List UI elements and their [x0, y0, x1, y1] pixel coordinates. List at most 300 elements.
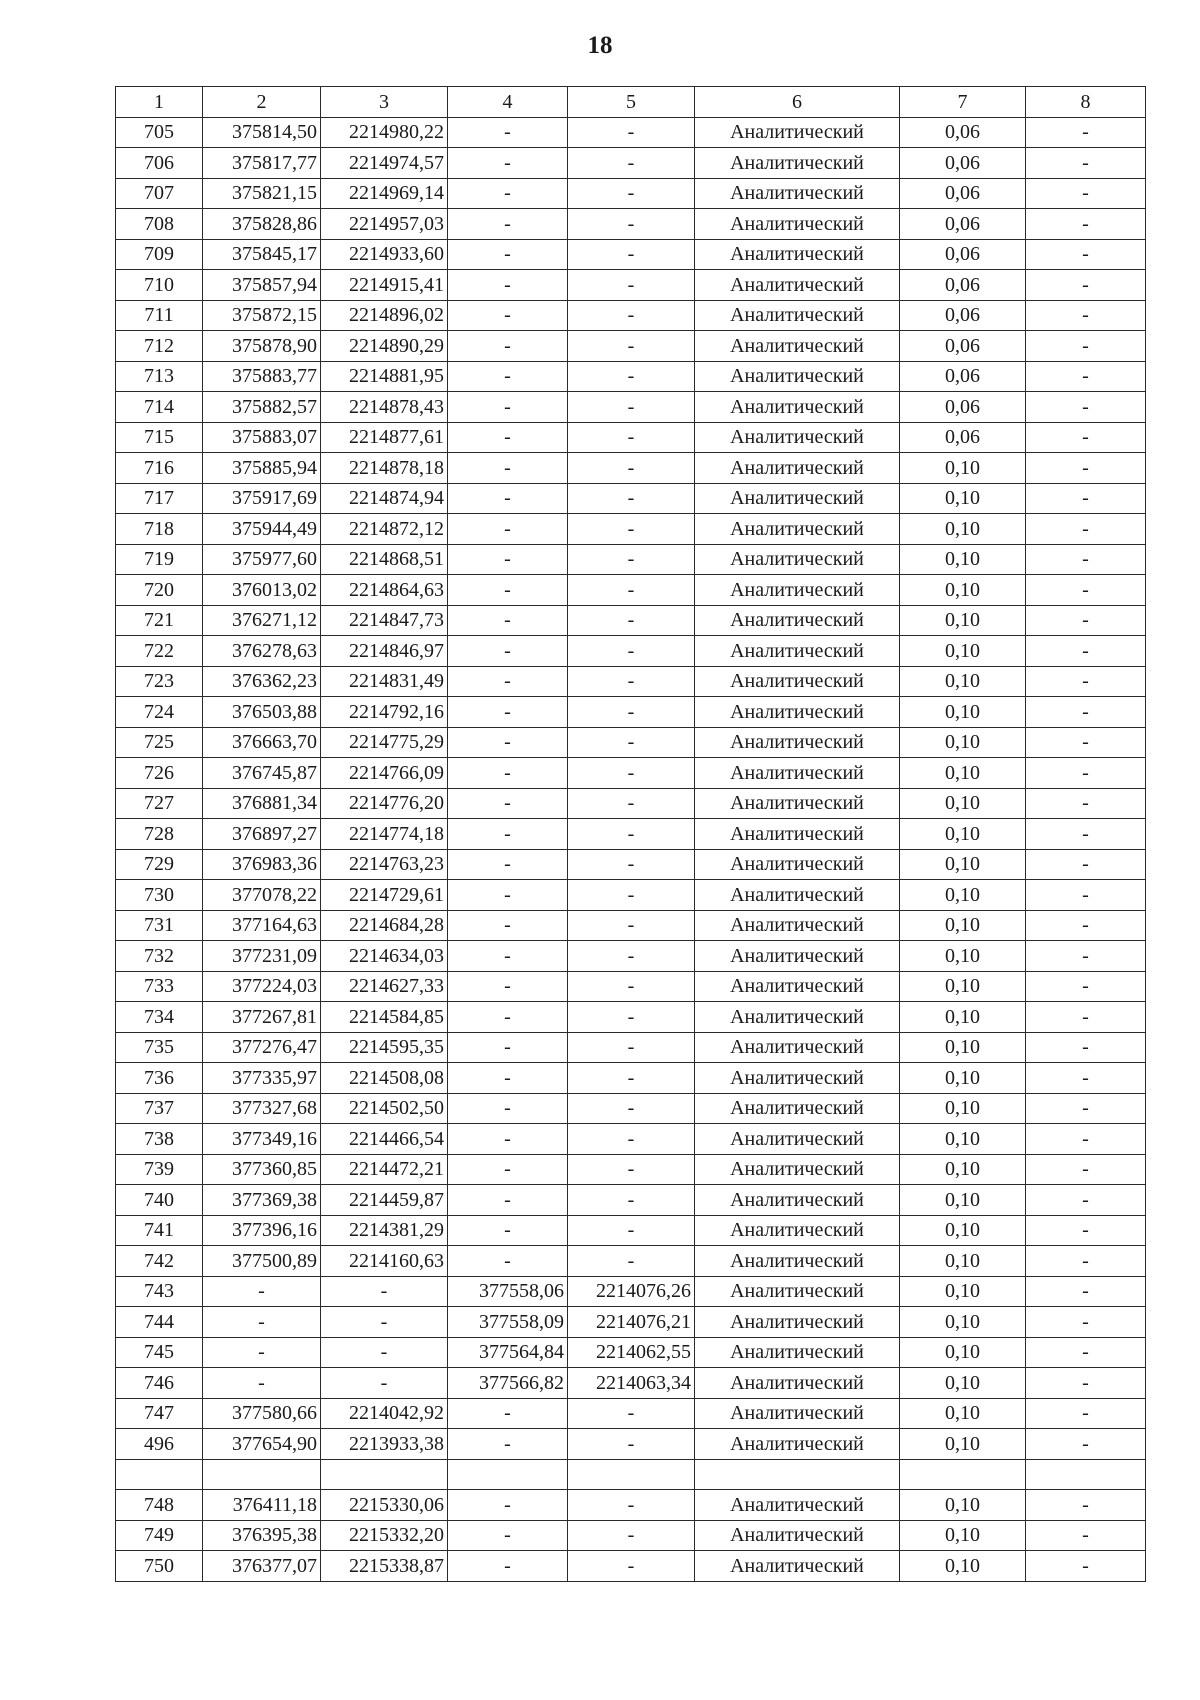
point-number-cell: 708 — [116, 209, 203, 240]
x-coordinate-new-cell — [448, 1459, 568, 1490]
column-number-4: 4 — [448, 87, 568, 118]
method-cell: Аналитический — [695, 422, 900, 453]
point-number-cell: 718 — [116, 514, 203, 545]
accuracy-cell: 0,10 — [900, 727, 1026, 758]
table-row — [116, 483, 1146, 514]
y-coordinate-cell: 2214874,94 — [321, 483, 448, 514]
x-coordinate-new-cell: - — [448, 514, 568, 545]
x-coordinate-new-cell: - — [448, 270, 568, 301]
y-coordinate-new-cell: - — [568, 514, 695, 545]
point-number-cell: 722 — [116, 636, 203, 667]
x-coordinate-new-cell: 377558,09 — [448, 1307, 568, 1338]
point-number-cell: 705 — [116, 117, 203, 148]
note-cell: - — [1026, 361, 1146, 392]
method-cell: Аналитический — [695, 849, 900, 880]
x-coordinate-new-cell: - — [448, 117, 568, 148]
x-coordinate-cell: 375828,86 — [203, 209, 321, 240]
note-cell: - — [1026, 209, 1146, 240]
method-cell: Аналитический — [695, 1093, 900, 1124]
y-coordinate-cell — [321, 1459, 448, 1490]
x-coordinate-new-cell: - — [448, 1124, 568, 1155]
y-coordinate-cell: 2214878,18 — [321, 453, 448, 484]
y-coordinate-cell: 2214472,21 — [321, 1154, 448, 1185]
x-coordinate-new-cell: - — [448, 1032, 568, 1063]
y-coordinate-new-cell: - — [568, 636, 695, 667]
x-coordinate-cell: 377500,89 — [203, 1246, 321, 1277]
y-coordinate-new-cell: - — [568, 392, 695, 423]
y-coordinate-cell: 2214846,97 — [321, 636, 448, 667]
point-number-cell: 706 — [116, 148, 203, 179]
accuracy-cell: 0,10 — [900, 636, 1026, 667]
y-coordinate-new-cell: - — [568, 178, 695, 209]
y-coordinate-new-cell — [568, 1459, 695, 1490]
table-row — [116, 1398, 1146, 1429]
x-coordinate-cell — [203, 1459, 321, 1490]
x-coordinate-cell: - — [203, 1337, 321, 1368]
point-number-cell: 723 — [116, 666, 203, 697]
y-coordinate-cell: 2215338,87 — [321, 1551, 448, 1582]
point-number-cell: 749 — [116, 1520, 203, 1551]
note-cell: - — [1026, 1246, 1146, 1277]
point-number-cell: 721 — [116, 605, 203, 636]
point-number-cell: 741 — [116, 1215, 203, 1246]
method-cell: Аналитический — [695, 941, 900, 972]
x-coordinate-new-cell: - — [448, 575, 568, 606]
accuracy-cell: 0,10 — [900, 1093, 1026, 1124]
y-coordinate-cell: 2214933,60 — [321, 239, 448, 270]
table-row — [116, 392, 1146, 423]
accuracy-cell: 0,10 — [900, 971, 1026, 1002]
point-number-cell: 714 — [116, 392, 203, 423]
x-coordinate-new-cell: - — [448, 1490, 568, 1521]
x-coordinate-cell: - — [203, 1276, 321, 1307]
accuracy-cell: 0,06 — [900, 148, 1026, 179]
y-coordinate-new-cell: - — [568, 697, 695, 728]
y-coordinate-new-cell: - — [568, 239, 695, 270]
method-cell: Аналитический — [695, 727, 900, 758]
note-cell: - — [1026, 1368, 1146, 1399]
method-cell: Аналитический — [695, 1551, 900, 1582]
table-row — [116, 819, 1146, 850]
note-cell: - — [1026, 666, 1146, 697]
method-cell: Аналитический — [695, 788, 900, 819]
y-coordinate-new-cell: - — [568, 1002, 695, 1033]
note-cell: - — [1026, 453, 1146, 484]
point-number-cell: 744 — [116, 1307, 203, 1338]
x-coordinate-new-cell: - — [448, 605, 568, 636]
x-coordinate-new-cell: - — [448, 636, 568, 667]
point-number-cell: 738 — [116, 1124, 203, 1155]
point-number-cell: 736 — [116, 1063, 203, 1094]
accuracy-cell: 0,10 — [900, 1429, 1026, 1460]
y-coordinate-cell: 2214847,73 — [321, 605, 448, 636]
accuracy-cell: 0,10 — [900, 544, 1026, 575]
method-cell: Аналитический — [695, 453, 900, 484]
note-cell: - — [1026, 1276, 1146, 1307]
y-coordinate-cell: 2214969,14 — [321, 178, 448, 209]
method-cell: Аналитический — [695, 1429, 900, 1460]
table-row — [116, 544, 1146, 575]
x-coordinate-new-cell: - — [448, 1063, 568, 1094]
table-row — [116, 1215, 1146, 1246]
y-coordinate-cell: 2214792,16 — [321, 697, 448, 728]
y-coordinate-new-cell: - — [568, 483, 695, 514]
accuracy-cell: 0,10 — [900, 1215, 1026, 1246]
table-row — [116, 666, 1146, 697]
x-coordinate-new-cell: - — [448, 1093, 568, 1124]
y-coordinate-new-cell: 2214063,34 — [568, 1368, 695, 1399]
y-coordinate-new-cell: - — [568, 1551, 695, 1582]
method-cell: Аналитический — [695, 1398, 900, 1429]
y-coordinate-cell: 2214502,50 — [321, 1093, 448, 1124]
note-cell: - — [1026, 422, 1146, 453]
table-row — [116, 361, 1146, 392]
note-cell: - — [1026, 1032, 1146, 1063]
point-number-cell: 712 — [116, 331, 203, 362]
table-row — [116, 1276, 1146, 1307]
y-coordinate-new-cell: - — [568, 849, 695, 880]
y-coordinate-new-cell: 2214076,21 — [568, 1307, 695, 1338]
accuracy-cell: 0,10 — [900, 758, 1026, 789]
x-coordinate-cell: 376377,07 — [203, 1551, 321, 1582]
point-number-cell: 743 — [116, 1276, 203, 1307]
method-cell: Аналитический — [695, 300, 900, 331]
x-coordinate-cell: 377224,03 — [203, 971, 321, 1002]
y-coordinate-cell: 2215332,20 — [321, 1520, 448, 1551]
accuracy-cell: 0,10 — [900, 1154, 1026, 1185]
note-cell: - — [1026, 544, 1146, 575]
point-number-cell: 715 — [116, 422, 203, 453]
y-coordinate-new-cell: - — [568, 788, 695, 819]
x-coordinate-cell: - — [203, 1307, 321, 1338]
accuracy-cell: 0,10 — [900, 1368, 1026, 1399]
y-coordinate-cell: 2214466,54 — [321, 1124, 448, 1155]
note-cell: - — [1026, 880, 1146, 911]
table-row — [116, 178, 1146, 209]
accuracy-cell: 0,10 — [900, 819, 1026, 850]
note-cell: - — [1026, 331, 1146, 362]
note-cell: - — [1026, 1063, 1146, 1094]
method-cell: Аналитический — [695, 1307, 900, 1338]
x-coordinate-new-cell: - — [448, 453, 568, 484]
x-coordinate-cell: 376745,87 — [203, 758, 321, 789]
y-coordinate-new-cell: - — [568, 910, 695, 941]
y-coordinate-cell: 2214508,08 — [321, 1063, 448, 1094]
note-cell: - — [1026, 483, 1146, 514]
method-cell: Аналитический — [695, 1276, 900, 1307]
x-coordinate-cell: 376013,02 — [203, 575, 321, 606]
method-cell: Аналитический — [695, 331, 900, 362]
note-cell: - — [1026, 575, 1146, 606]
x-coordinate-cell: 375883,77 — [203, 361, 321, 392]
x-coordinate-cell: 376278,63 — [203, 636, 321, 667]
note-cell: - — [1026, 148, 1146, 179]
table-row — [116, 1185, 1146, 1216]
x-coordinate-cell: 375885,94 — [203, 453, 321, 484]
point-number-cell: 725 — [116, 727, 203, 758]
accuracy-cell: 0,10 — [900, 1551, 1026, 1582]
column-number-5: 5 — [568, 87, 695, 118]
note-cell: - — [1026, 178, 1146, 209]
accuracy-cell: 0,10 — [900, 1398, 1026, 1429]
accuracy-cell: 0,10 — [900, 605, 1026, 636]
y-coordinate-new-cell: - — [568, 117, 695, 148]
method-cell: Аналитический — [695, 636, 900, 667]
x-coordinate-cell: 377078,22 — [203, 880, 321, 911]
x-coordinate-cell: 377349,16 — [203, 1124, 321, 1155]
y-coordinate-new-cell: - — [568, 880, 695, 911]
y-coordinate-new-cell: - — [568, 148, 695, 179]
y-coordinate-new-cell: - — [568, 422, 695, 453]
y-coordinate-cell: 2214831,49 — [321, 666, 448, 697]
note-cell: - — [1026, 1337, 1146, 1368]
note-cell: - — [1026, 1124, 1146, 1155]
y-coordinate-cell: 2214684,28 — [321, 910, 448, 941]
point-number-cell: 726 — [116, 758, 203, 789]
note-cell: - — [1026, 941, 1146, 972]
note-cell — [1026, 1459, 1146, 1490]
x-coordinate-cell: 375883,07 — [203, 422, 321, 453]
method-cell: Аналитический — [695, 1185, 900, 1216]
y-coordinate-cell: 2214915,41 — [321, 270, 448, 301]
table-row — [116, 880, 1146, 911]
point-number-cell: 742 — [116, 1246, 203, 1277]
accuracy-cell: 0,06 — [900, 239, 1026, 270]
table-row — [116, 514, 1146, 545]
x-coordinate-new-cell: - — [448, 1429, 568, 1460]
point-number-cell: 496 — [116, 1429, 203, 1460]
y-coordinate-new-cell: - — [568, 1032, 695, 1063]
accuracy-cell: 0,10 — [900, 1063, 1026, 1094]
page-number: 18 — [587, 32, 613, 59]
x-coordinate-cell: 377164,63 — [203, 910, 321, 941]
method-cell: Аналитический — [695, 483, 900, 514]
note-cell: - — [1026, 270, 1146, 301]
accuracy-cell: 0,10 — [900, 910, 1026, 941]
method-cell: Аналитический — [695, 209, 900, 240]
table-row — [116, 1368, 1146, 1399]
x-coordinate-cell: 377267,81 — [203, 1002, 321, 1033]
x-coordinate-new-cell: - — [448, 544, 568, 575]
accuracy-cell: 0,06 — [900, 270, 1026, 301]
table-row — [116, 636, 1146, 667]
table-row — [116, 300, 1146, 331]
x-coordinate-new-cell: - — [448, 300, 568, 331]
y-coordinate-cell: 2214595,35 — [321, 1032, 448, 1063]
x-coordinate-new-cell: - — [448, 666, 568, 697]
y-coordinate-cell: - — [321, 1307, 448, 1338]
method-cell: Аналитический — [695, 971, 900, 1002]
note-cell: - — [1026, 1185, 1146, 1216]
method-cell: Аналитический — [695, 1032, 900, 1063]
point-number-cell: 720 — [116, 575, 203, 606]
y-coordinate-cell: 2214776,20 — [321, 788, 448, 819]
y-coordinate-cell: 2214584,85 — [321, 1002, 448, 1033]
method-cell: Аналитический — [695, 361, 900, 392]
x-coordinate-cell: 375944,49 — [203, 514, 321, 545]
point-number-cell: 730 — [116, 880, 203, 911]
y-coordinate-cell: 2214878,43 — [321, 392, 448, 423]
x-coordinate-new-cell: - — [448, 849, 568, 880]
x-coordinate-new-cell: 377564,84 — [448, 1337, 568, 1368]
table-row — [116, 1154, 1146, 1185]
table-row — [116, 1337, 1146, 1368]
accuracy-cell: 0,10 — [900, 1490, 1026, 1521]
method-cell: Аналитический — [695, 819, 900, 850]
table-row — [116, 453, 1146, 484]
table-row — [116, 1520, 1146, 1551]
x-coordinate-cell: 376362,23 — [203, 666, 321, 697]
y-coordinate-new-cell: - — [568, 1063, 695, 1094]
point-number-cell: 750 — [116, 1551, 203, 1582]
table-row — [116, 605, 1146, 636]
table-row — [116, 1002, 1146, 1033]
point-number-cell: 748 — [116, 1490, 203, 1521]
note-cell: - — [1026, 1490, 1146, 1521]
x-coordinate-new-cell: - — [448, 1154, 568, 1185]
accuracy-cell: 0,10 — [900, 1185, 1026, 1216]
x-coordinate-cell: 375872,15 — [203, 300, 321, 331]
y-coordinate-cell: 2214634,03 — [321, 941, 448, 972]
y-coordinate-cell: 2214160,63 — [321, 1246, 448, 1277]
y-coordinate-new-cell: - — [568, 1185, 695, 1216]
accuracy-cell: 0,10 — [900, 575, 1026, 606]
x-coordinate-new-cell: - — [448, 331, 568, 362]
note-cell: - — [1026, 1429, 1146, 1460]
column-number-6: 6 — [695, 87, 900, 118]
note-cell: - — [1026, 1398, 1146, 1429]
y-coordinate-new-cell: - — [568, 1429, 695, 1460]
accuracy-cell: 0,10 — [900, 1337, 1026, 1368]
y-coordinate-cell: 2214872,12 — [321, 514, 448, 545]
x-coordinate-cell: 375977,60 — [203, 544, 321, 575]
y-coordinate-new-cell: - — [568, 300, 695, 331]
table-row-empty — [116, 1459, 1146, 1490]
table-row — [116, 1429, 1146, 1460]
x-coordinate-cell: 376881,34 — [203, 788, 321, 819]
accuracy-cell: 0,10 — [900, 1032, 1026, 1063]
point-number-cell: 737 — [116, 1093, 203, 1124]
accuracy-cell: 0,10 — [900, 1124, 1026, 1155]
accuracy-cell: 0,10 — [900, 1276, 1026, 1307]
note-cell: - — [1026, 514, 1146, 545]
x-coordinate-cell: 377396,16 — [203, 1215, 321, 1246]
y-coordinate-new-cell: - — [568, 727, 695, 758]
point-number-cell: 740 — [116, 1185, 203, 1216]
method-cell: Аналитический — [695, 1490, 900, 1521]
column-number-7: 7 — [900, 87, 1026, 118]
y-coordinate-cell: - — [321, 1368, 448, 1399]
x-coordinate-new-cell: - — [448, 941, 568, 972]
y-coordinate-new-cell: - — [568, 270, 695, 301]
point-number-cell: 739 — [116, 1154, 203, 1185]
y-coordinate-new-cell: - — [568, 544, 695, 575]
table-row — [116, 270, 1146, 301]
point-number-cell: 732 — [116, 941, 203, 972]
x-coordinate-cell: 375857,94 — [203, 270, 321, 301]
accuracy-cell: 0,06 — [900, 392, 1026, 423]
y-coordinate-new-cell: - — [568, 1520, 695, 1551]
note-cell: - — [1026, 605, 1146, 636]
accuracy-cell: 0,10 — [900, 483, 1026, 514]
accuracy-cell: 0,06 — [900, 178, 1026, 209]
accuracy-cell: 0,10 — [900, 941, 1026, 972]
point-number-cell: 731 — [116, 910, 203, 941]
x-coordinate-new-cell: - — [448, 422, 568, 453]
method-cell: Аналитический — [695, 514, 900, 545]
table-row — [116, 1063, 1146, 1094]
note-cell: - — [1026, 971, 1146, 1002]
x-coordinate-new-cell: - — [448, 1520, 568, 1551]
x-coordinate-cell: 375845,17 — [203, 239, 321, 270]
method-cell: Аналитический — [695, 1154, 900, 1185]
x-coordinate-new-cell: - — [448, 819, 568, 850]
point-number-cell: 707 — [116, 178, 203, 209]
accuracy-cell: 0,06 — [900, 300, 1026, 331]
y-coordinate-cell: 2214627,33 — [321, 971, 448, 1002]
method-cell: Аналитический — [695, 148, 900, 179]
x-coordinate-cell: 377335,97 — [203, 1063, 321, 1094]
x-coordinate-new-cell: - — [448, 178, 568, 209]
y-coordinate-cell: 2214896,02 — [321, 300, 448, 331]
note-cell: - — [1026, 727, 1146, 758]
accuracy-cell: 0,06 — [900, 117, 1026, 148]
x-coordinate-new-cell: - — [448, 758, 568, 789]
method-cell: Аналитический — [695, 1215, 900, 1246]
y-coordinate-new-cell: - — [568, 1093, 695, 1124]
x-coordinate-cell: 375817,77 — [203, 148, 321, 179]
table-row — [116, 1490, 1146, 1521]
accuracy-cell: 0,10 — [900, 788, 1026, 819]
table-row — [116, 788, 1146, 819]
note-cell: - — [1026, 300, 1146, 331]
y-coordinate-new-cell: 2214076,26 — [568, 1276, 695, 1307]
y-coordinate-new-cell: - — [568, 605, 695, 636]
method-cell: Аналитический — [695, 178, 900, 209]
x-coordinate-cell: 375814,50 — [203, 117, 321, 148]
accuracy-cell: 0,10 — [900, 1002, 1026, 1033]
point-number-cell: 729 — [116, 849, 203, 880]
y-coordinate-cell: 2214381,29 — [321, 1215, 448, 1246]
note-cell: - — [1026, 239, 1146, 270]
y-coordinate-cell: 2214774,18 — [321, 819, 448, 850]
method-cell: Аналитический — [695, 1002, 900, 1033]
y-coordinate-cell: 2214980,22 — [321, 117, 448, 148]
table-row — [116, 910, 1146, 941]
x-coordinate-cell: 376271,12 — [203, 605, 321, 636]
y-coordinate-cell: 2214890,29 — [321, 331, 448, 362]
point-number-cell: 717 — [116, 483, 203, 514]
note-cell: - — [1026, 849, 1146, 880]
table-row — [116, 941, 1146, 972]
x-coordinate-cell: - — [203, 1368, 321, 1399]
point-number-cell: 745 — [116, 1337, 203, 1368]
y-coordinate-cell: 2214868,51 — [321, 544, 448, 575]
table-row — [116, 1032, 1146, 1063]
table-row — [116, 422, 1146, 453]
x-coordinate-new-cell: - — [448, 239, 568, 270]
point-number-cell: 733 — [116, 971, 203, 1002]
note-cell: - — [1026, 1215, 1146, 1246]
y-coordinate-cell: - — [321, 1276, 448, 1307]
y-coordinate-new-cell: - — [568, 941, 695, 972]
method-cell: Аналитический — [695, 1337, 900, 1368]
y-coordinate-cell: 2214881,95 — [321, 361, 448, 392]
table-row — [116, 1246, 1146, 1277]
accuracy-cell: 0,06 — [900, 331, 1026, 362]
note-cell: - — [1026, 910, 1146, 941]
point-number-cell: 727 — [116, 788, 203, 819]
